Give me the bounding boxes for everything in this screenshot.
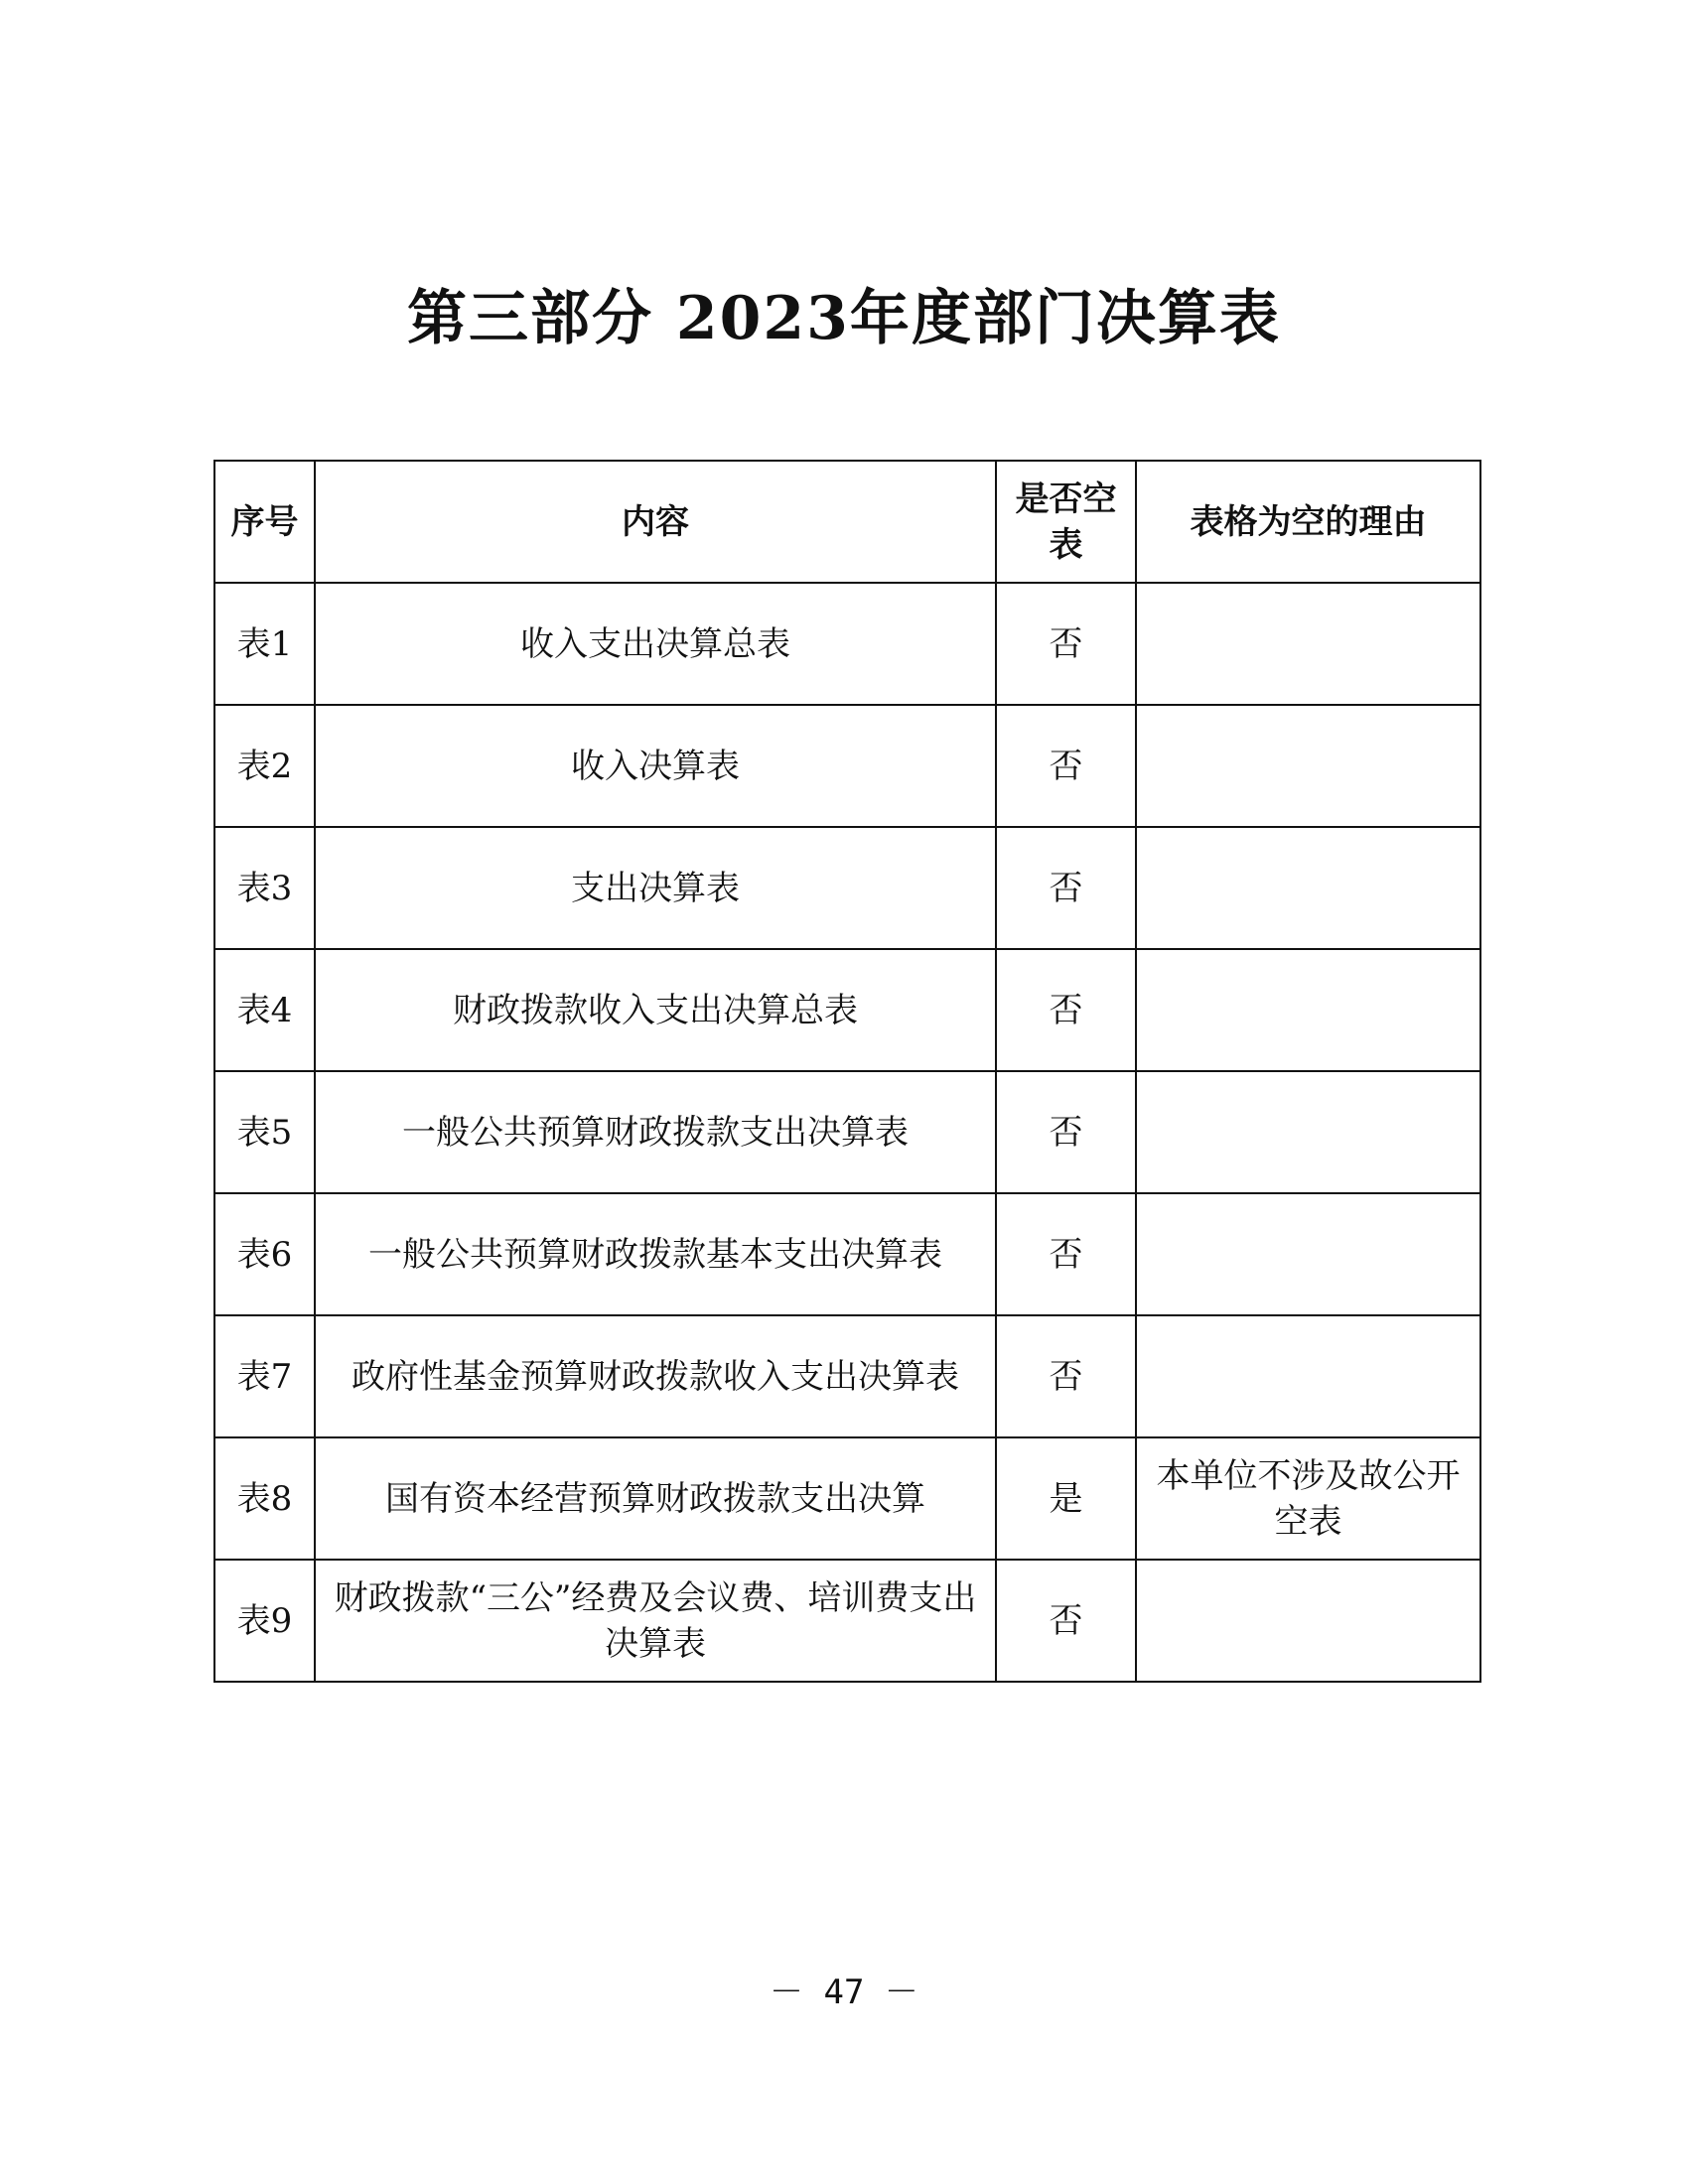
row-is-empty: 否: [996, 1560, 1136, 1682]
row-is-empty: 否: [996, 583, 1136, 705]
budget-table-index: [213, 460, 1481, 1683]
row-content: 一般公共预算财政拨款支出决算表: [315, 1071, 996, 1193]
header-content: 内容: [315, 461, 996, 583]
row-reason: [1136, 827, 1480, 949]
row-reason: [1136, 705, 1480, 827]
row-is-empty: 否: [996, 1315, 1136, 1437]
row-number: 表9: [214, 1560, 315, 1682]
row-content: 一般公共预算财政拨款基本支出决算表: [315, 1193, 996, 1315]
row-content: 财政拨款“三公”经费及会议费、培训费支出决算表: [315, 1560, 996, 1682]
row-is-empty: 否: [996, 705, 1136, 827]
row-reason: [1136, 583, 1480, 705]
table-row: [214, 949, 1480, 1071]
row-reason: [1136, 1315, 1480, 1437]
row-number: 表2: [214, 705, 315, 827]
row-is-empty: 是: [996, 1437, 1136, 1560]
row-content: 政府性基金预算财政拨款收入支出决算表: [315, 1315, 996, 1437]
row-content: 财政拨款收入支出决算总表: [315, 949, 996, 1071]
row-reason: [1136, 1560, 1480, 1682]
row-reason: [1136, 1193, 1480, 1315]
table-row: [214, 1071, 1480, 1193]
row-content: 支出决算表: [315, 827, 996, 949]
page-title: 第三部分 2023年度部门决算表: [407, 284, 1281, 353]
table-row: [214, 583, 1480, 705]
table-row: [214, 1315, 1480, 1437]
page-number: － 47 －: [770, 1973, 918, 2012]
header-empty-reason: 表格为空的理由: [1136, 461, 1480, 583]
row-is-empty: 否: [996, 949, 1136, 1071]
table-header-row: [214, 461, 1480, 583]
row-content: 收入决算表: [315, 705, 996, 827]
row-content: 收入支出决算总表: [315, 583, 996, 705]
row-number: 表4: [214, 949, 315, 1071]
row-reason: [1136, 1071, 1480, 1193]
row-reason: 本单位不涉及故公开空表: [1136, 1437, 1480, 1560]
table-row: [214, 1437, 1480, 1560]
row-is-empty: 否: [996, 1071, 1136, 1193]
row-is-empty: 否: [996, 827, 1136, 949]
table-row: [214, 827, 1480, 949]
table-row: [214, 1193, 1480, 1315]
table-row: [214, 1560, 1480, 1682]
row-is-empty: 否: [996, 1193, 1136, 1315]
row-number: 表8: [214, 1437, 315, 1560]
row-number: 表6: [214, 1193, 315, 1315]
table-row: [214, 705, 1480, 827]
row-number: 表5: [214, 1071, 315, 1193]
row-number: 表7: [214, 1315, 315, 1437]
row-content: 国有资本经营预算财政拨款支出决算: [315, 1437, 996, 1560]
row-number: 表1: [214, 583, 315, 705]
row-reason: [1136, 949, 1480, 1071]
row-number: 表3: [214, 827, 315, 949]
header-serial-number: 序号: [214, 461, 315, 583]
header-is-empty: 是否空表: [996, 461, 1136, 583]
